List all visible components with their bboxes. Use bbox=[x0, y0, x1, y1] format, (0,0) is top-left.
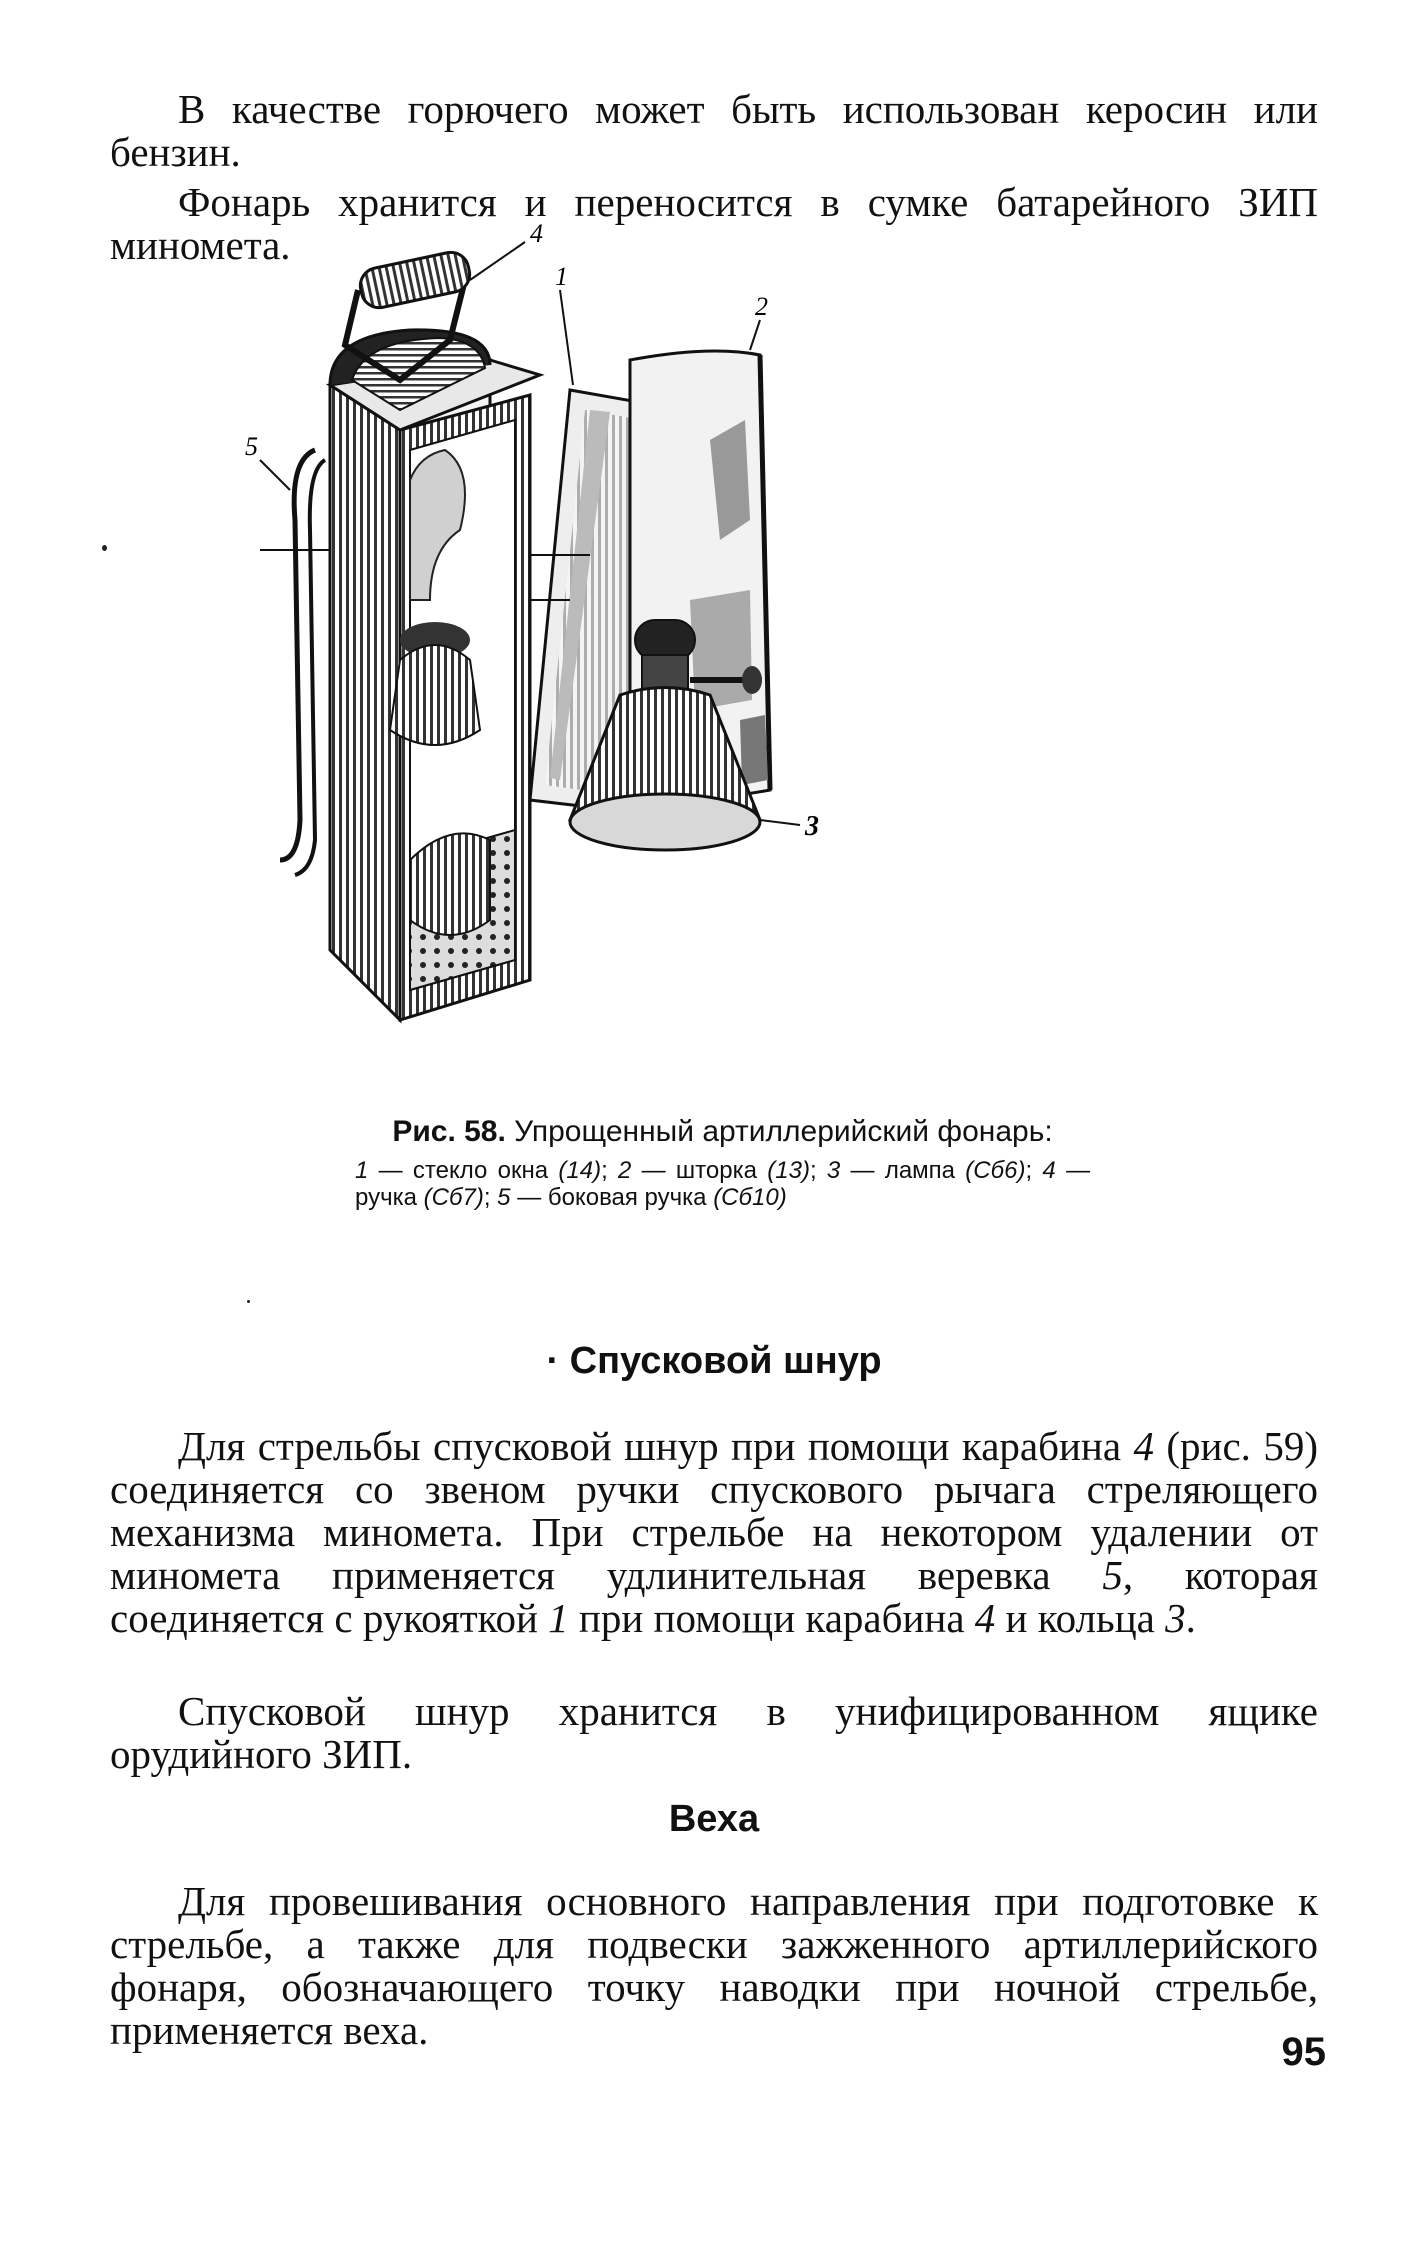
paragraph-firing-cord: Для стрельбы спусковой шнур при помощи карабина 4 (рис. 59) соединяется со звеном ручки спускового рычага стреляющего механизма миномета. При стрельбе на некотором удалении от миномета применяется удлинительная веревка 5, которая соединяется с рукояткой 1 при помощи карабина 4 и кольца 3. bbox=[110, 1423, 1318, 1641]
scan-speck bbox=[102, 545, 107, 551]
callout-3: 3 bbox=[805, 811, 819, 842]
callout-4: 4 bbox=[530, 219, 543, 248]
figure-caption bbox=[355, 1115, 1090, 1211]
heading-dot: · bbox=[546, 1340, 560, 1382]
lantern-side-handle bbox=[280, 450, 325, 875]
paragraph-fuel: В качестве горючего может быть использован керосин или бензин. bbox=[110, 86, 1318, 175]
paragraph-stake: Для провешивания основного направления при подготовке к стрельбе, а также для подвески зажженного артиллерийского фонаря, обозначающего точку наводки при ночной стрельбе, применяется веха. bbox=[110, 1878, 1318, 2053]
callout-2: 2 bbox=[755, 292, 768, 321]
caption-label: Рис. 58. bbox=[392, 1115, 506, 1148]
caption-text: Упрощенный артиллерийский фонарь: bbox=[514, 1115, 1053, 1148]
paragraph-storage: Фонарь хранится и переносится в сумке батарейного ЗИП миномета. bbox=[110, 179, 1318, 268]
legend-item: 3 — лампа (Сб6); bbox=[826, 1157, 1033, 1184]
scan-speck bbox=[247, 1300, 250, 1303]
section-heading-firing-cord: · Спусковой шнур bbox=[546, 1340, 882, 1382]
paragraph-cord-storage: Спусковой шнур хранится в унифицированном ящике орудийного ЗИП. bbox=[110, 1688, 1318, 1777]
lantern-figure bbox=[245, 219, 1130, 1090]
callout-1: 1 bbox=[555, 262, 568, 291]
caption-title bbox=[355, 1115, 1090, 1149]
legend-item: 2 — шторка (13); bbox=[618, 1157, 817, 1184]
legend-item: 1 — стекло окна (14); bbox=[355, 1157, 608, 1184]
lantern-illustration bbox=[245, 219, 1130, 1090]
callout-5: 5 bbox=[245, 432, 258, 461]
section-heading-stake: Веха bbox=[668, 1798, 760, 1840]
page-number: 95 bbox=[1281, 2030, 1326, 2074]
legend-item: 4 — ручка (Сб7); bbox=[355, 1157, 1091, 1211]
legend-item: 5 — боковая ручка (Сб10) bbox=[497, 1184, 787, 1211]
caption-legend bbox=[355, 1157, 1090, 1211]
lantern-body bbox=[330, 330, 540, 1020]
